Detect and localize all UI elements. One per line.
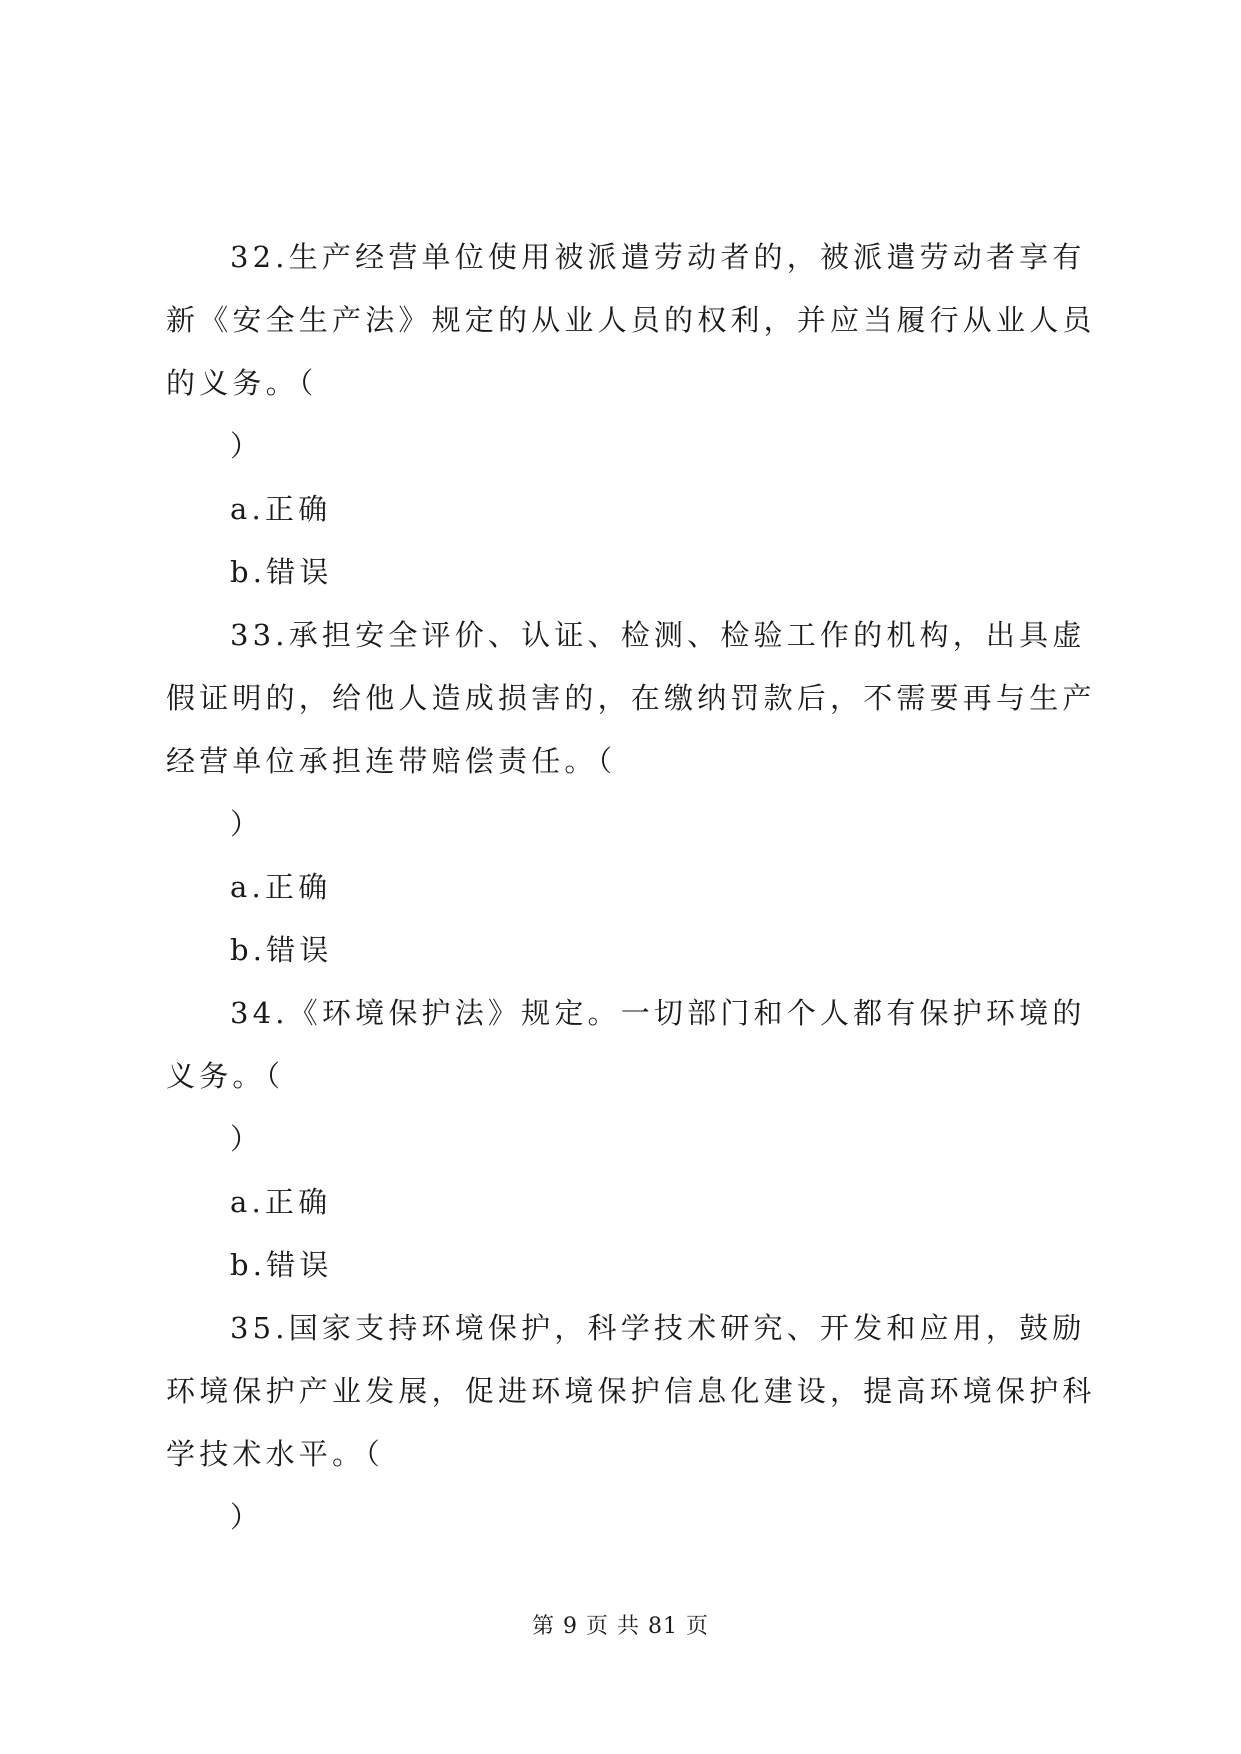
question-text-line: 学技术水平。（	[166, 1437, 384, 1471]
question-text-line: 经营单位承担连带赔偿责任。（	[166, 744, 617, 778]
option-a: a.正确	[230, 492, 332, 526]
answer-bracket-close: ）	[230, 429, 264, 463]
answer-bracket-close: ）	[230, 1122, 264, 1156]
answer-bracket-close: ）	[230, 807, 264, 841]
question-text-line: 义务。（	[166, 1059, 285, 1093]
question-35	[166, 1297, 1096, 1549]
document-body	[166, 226, 1096, 1549]
option-b: b.错误	[230, 933, 333, 967]
question-text-line: 环境保护产业发展，促进环境保护信息化建设，提高环境保护科	[166, 1374, 1096, 1408]
page-footer: 第 9 页 共 81 页	[532, 1614, 709, 1639]
question-text-line: 假证明的，给他人造成损害的，在缴纳罚款后，不需要再与生产	[166, 681, 1096, 715]
question-text-line: 新《安全生产法》规定的从业人员的权利，并应当履行从业人员	[166, 303, 1096, 337]
question-32	[166, 226, 1096, 604]
answer-bracket-close: ）	[230, 1500, 264, 1534]
option-b: b.错误	[230, 555, 333, 589]
option-a: a.正确	[230, 1185, 332, 1219]
question-text-line: 34.《环境保护法》规定。一切部门和个人都有保护环境的	[230, 996, 1086, 1030]
option-a: a.正确	[230, 870, 332, 904]
question-text-line: 的义务。（	[166, 366, 318, 400]
question-text-line: 33.承担安全评价、认证、检测、检验工作的机构，出具虚	[230, 618, 1086, 652]
question-text-line: 32.生产经营单位使用被派遣劳动者的，被派遣劳动者享有	[230, 240, 1086, 274]
question-33	[166, 604, 1096, 982]
option-b: b.错误	[230, 1248, 333, 1282]
question-34	[166, 982, 1086, 1297]
question-text-line: 35.国家支持环境保护，科学技术研究、开发和应用，鼓励	[230, 1311, 1086, 1345]
